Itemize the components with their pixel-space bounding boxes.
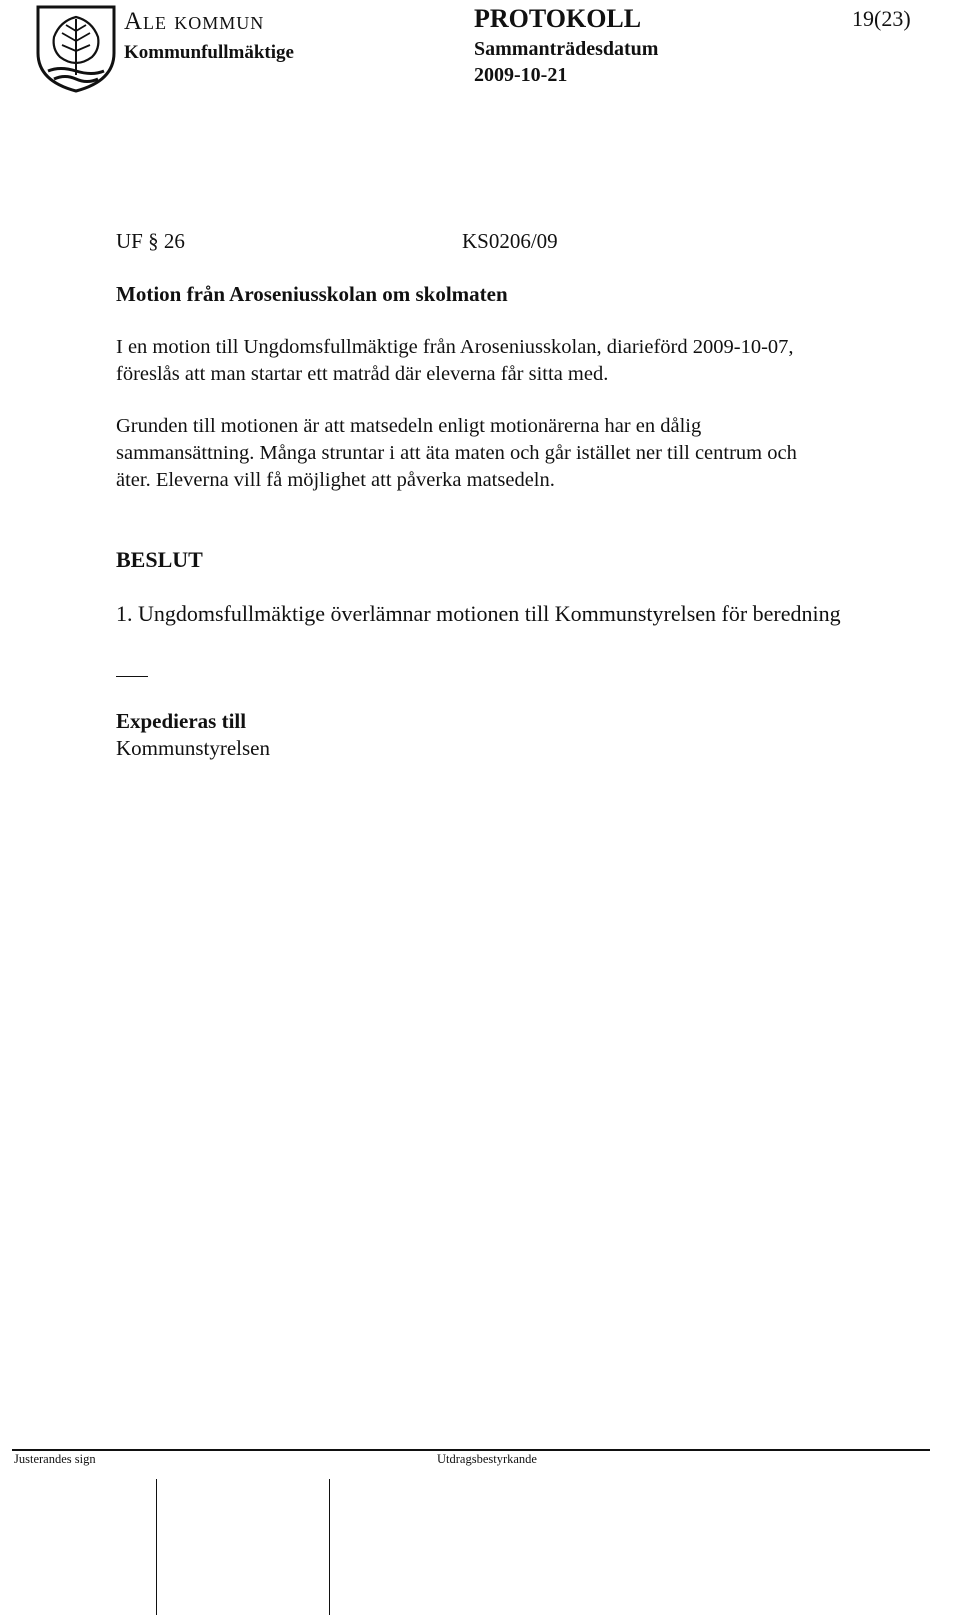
meeting-date: 2009-10-21 — [474, 64, 568, 86]
separator-line — [116, 676, 148, 677]
case-title: Motion från Aroseniusskolan om skolmaten — [116, 282, 508, 306]
footer-divider — [12, 1449, 930, 1451]
certification-label: Utdragsbestyrkande — [437, 1452, 537, 1466]
meeting-date-label: Sammanträdesdatum — [474, 38, 659, 60]
organization-name: Ale kommun — [124, 8, 265, 35]
municipality-logo — [34, 3, 118, 93]
paragraph-number: UF § 26 — [116, 229, 185, 253]
dispatch-recipient: Kommunstyrelsen — [116, 736, 270, 760]
signature-box-divider — [329, 1479, 330, 1615]
page-number: 19(23) — [852, 6, 911, 31]
body-line: Grunden till motionen är att matsedeln enligt motionärerna har en dålig — [116, 415, 702, 437]
organization-body: Kommunfullmäktige — [124, 42, 294, 63]
decision-heading: BESLUT — [116, 547, 203, 572]
body-line: föreslås att man startar ett matråd där eleverna får sitta med. — [116, 363, 609, 385]
body-line: äter. Eleverna vill få möjlighet att påverka matsedeln. — [116, 469, 555, 491]
dispatch-label: Expedieras till — [116, 709, 247, 733]
signature-box-divider — [156, 1479, 157, 1615]
case-number: KS0206/09 — [462, 229, 558, 253]
shield-leaf-icon — [34, 3, 118, 93]
signature-label: Justerandes sign — [14, 1452, 96, 1466]
decision-item: 1. Ungdomsfullmäktige överlämnar motionen till Kommunstyrelsen för beredning — [116, 601, 841, 626]
document-type: PROTOKOLL — [474, 4, 642, 33]
body-line: I en motion till Ungdomsfullmäktige från Aroseniusskolan, diarieförd 2009-10-07, — [116, 336, 794, 358]
body-line: sammansättning. Många struntar i att äta maten och går istället ner till centrum och — [116, 442, 797, 464]
